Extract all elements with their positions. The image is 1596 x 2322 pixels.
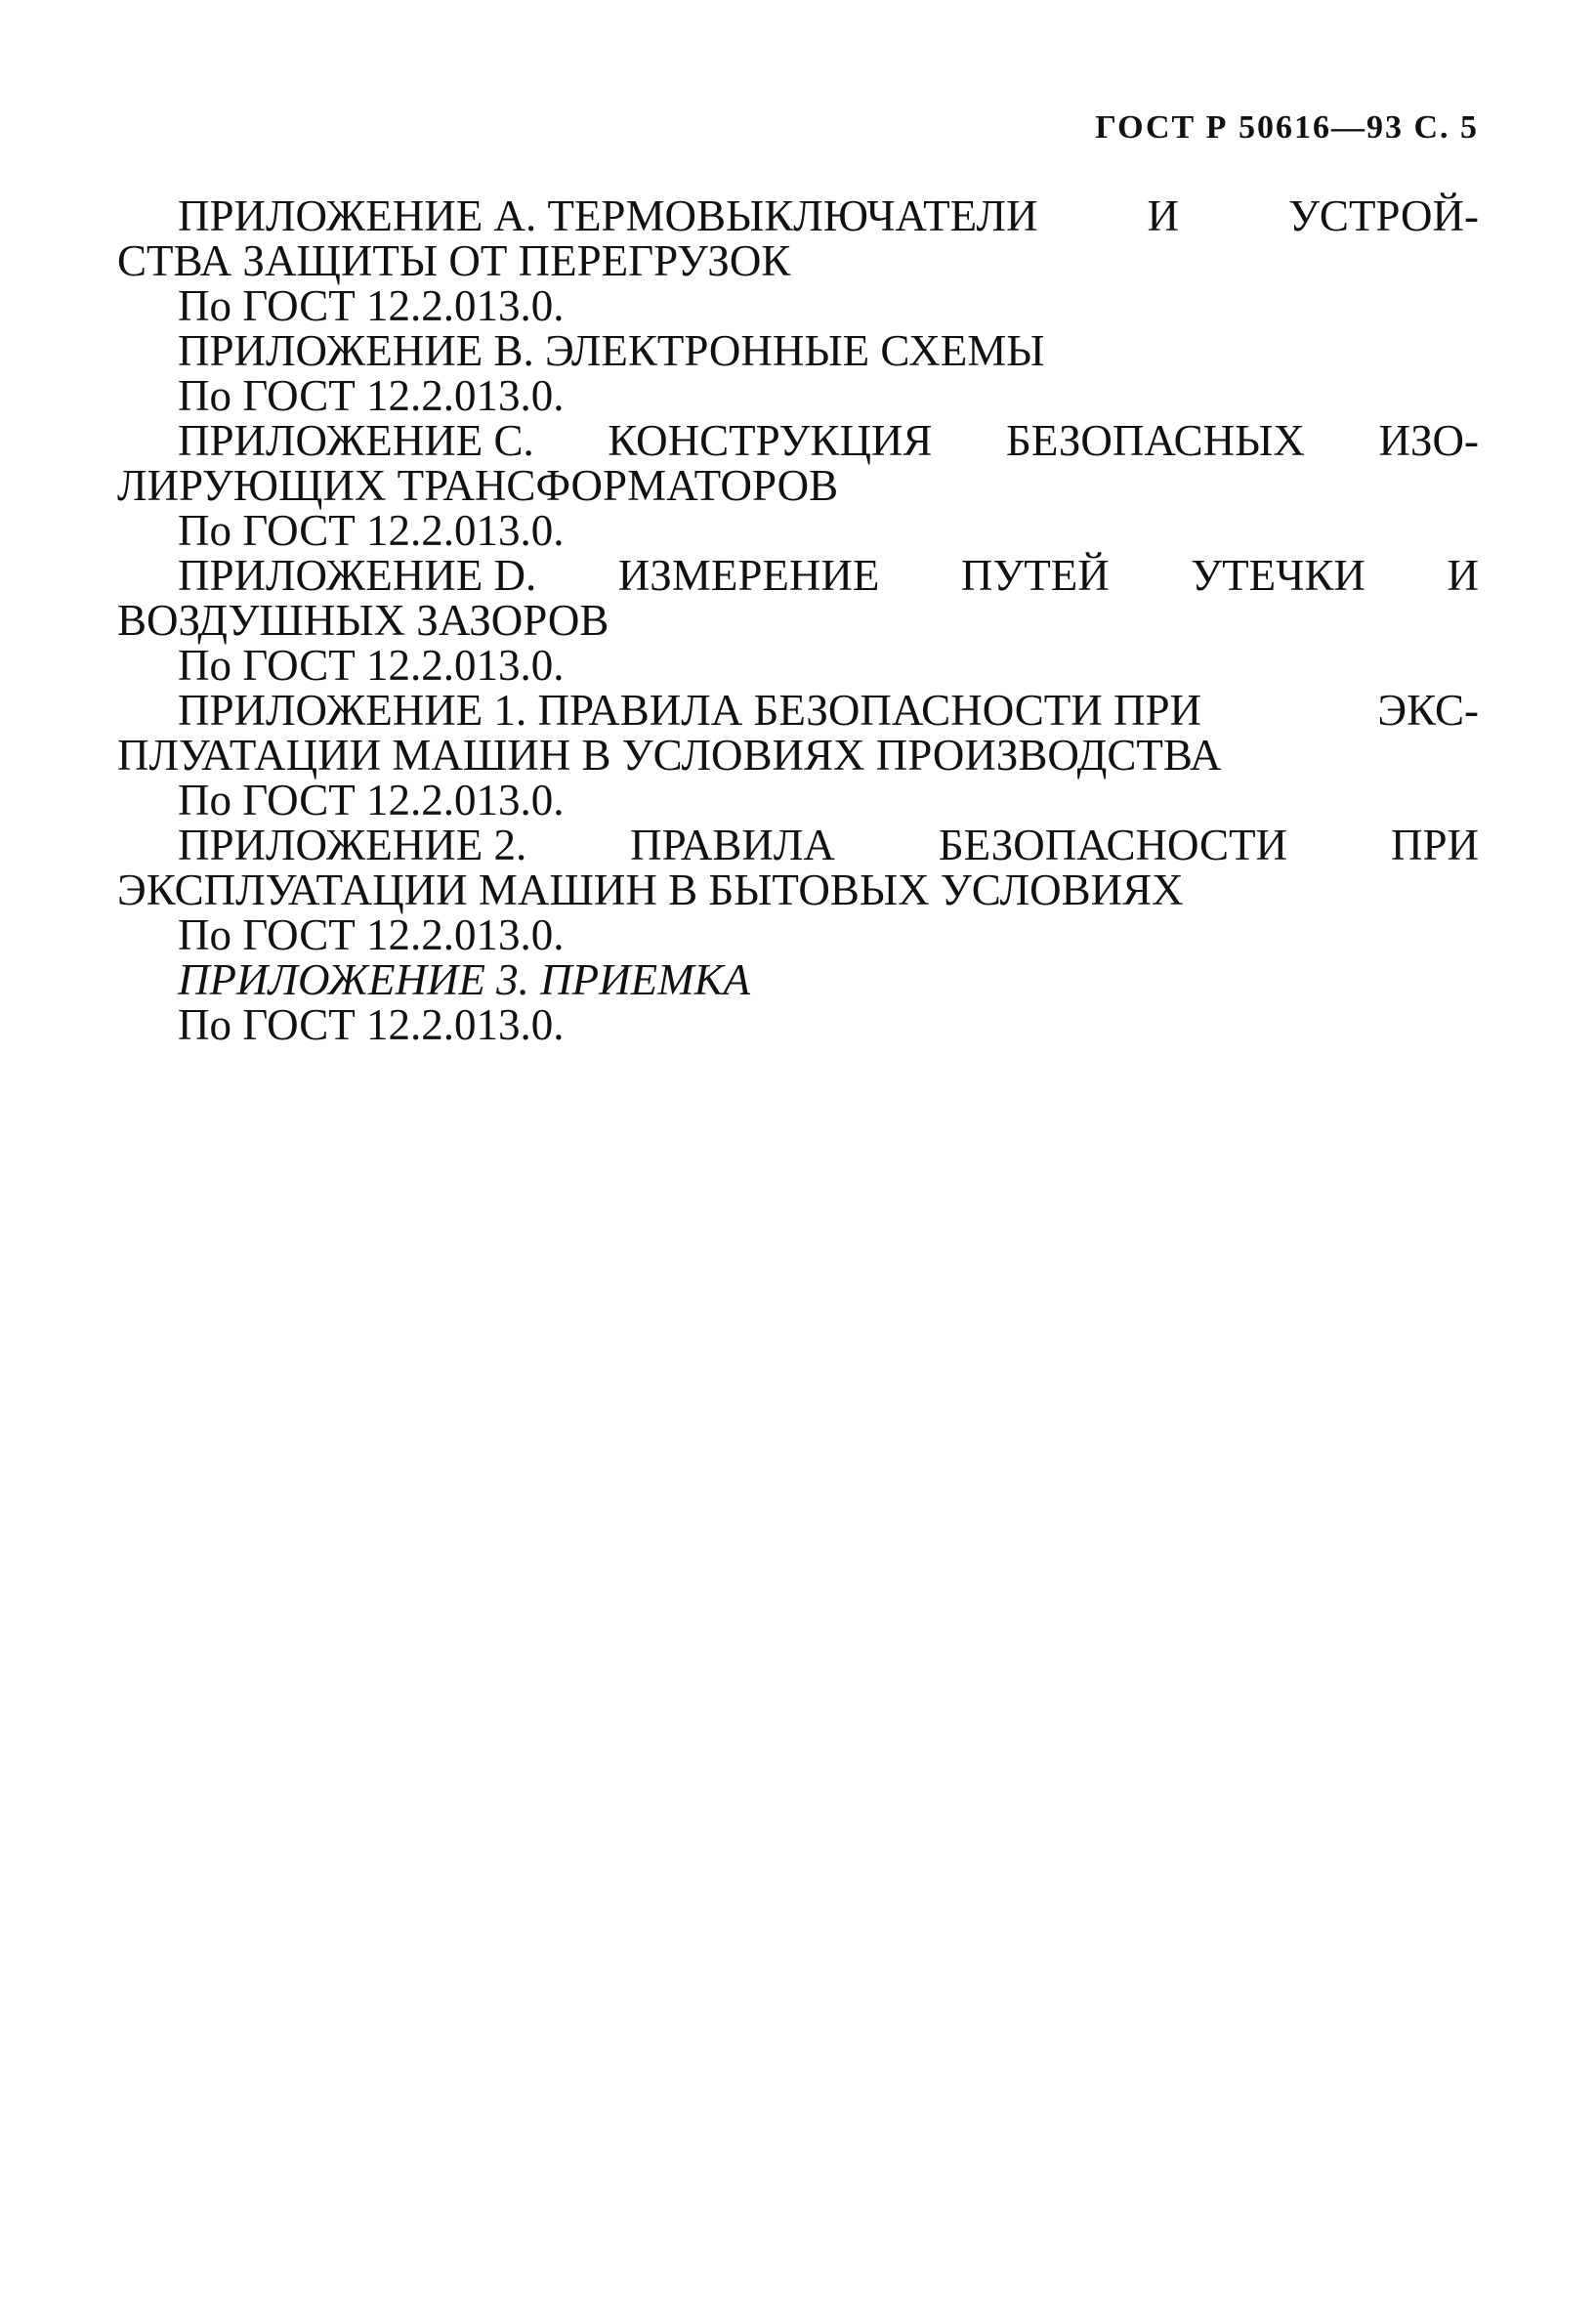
appendix-1-word: ПРИЛОЖЕНИЕ 1. ПРАВИЛА БЕЗОПАСНОСТИ ПРИ	[178, 686, 1202, 735]
appendix-d-word: ИЗМЕРЕНИЕ	[617, 551, 880, 600]
appendix-c-word: ПРИЛОЖЕНИЕ С.	[178, 416, 534, 465]
appendix-1-title-line2: ПЛУАТАЦИИ МАШИН В УСЛОВИЯХ ПРОИЗВОДСТВА	[117, 731, 1222, 780]
appendix-2-reference: По ГОСТ 12.2.013.0.	[178, 910, 565, 959]
appendix-d-title-line1	[117, 553, 1479, 598]
appendix-d-title-line2: ВОЗДУШНЫХ ЗАЗОРОВ	[117, 596, 609, 645]
appendix-2-word: ПРИЛОЖЕНИЕ 2.	[178, 821, 527, 869]
appendix-c-word: КОНСТРУКЦИЯ	[608, 416, 933, 465]
appendix-2-word: ПРАВИЛА	[630, 821, 835, 869]
appendix-a-word: УСТРОЙ-	[1288, 191, 1479, 240]
appendix-1-word: ЭКС-	[1377, 686, 1479, 735]
appendix-3-title: ПРИЛОЖЕНИЕ 3. ПРИЕМКА	[178, 955, 751, 1004]
appendix-d-word: УТЕЧКИ	[1191, 551, 1365, 600]
appendix-a-title-line1	[117, 193, 1479, 238]
appendix-2-title-line2: ЭКСПЛУАТАЦИИ МАШИН В БЫТОВЫХ УСЛОВИЯХ	[117, 865, 1184, 914]
appendix-2-title-line1	[117, 823, 1479, 867]
appendix-d-word: ПУТЕЙ	[960, 551, 1110, 600]
appendix-2-word: БЕЗОПАСНОСТИ	[938, 821, 1288, 869]
appendix-c-title-line1	[117, 418, 1479, 463]
appendix-1-title-line1	[117, 688, 1479, 733]
appendix-c-reference: По ГОСТ 12.2.013.0.	[178, 506, 565, 555]
appendix-d-word: И	[1447, 551, 1479, 600]
appendix-a-reference: По ГОСТ 12.2.013.0.	[178, 281, 565, 330]
appendix-3-reference: По ГОСТ 12.2.013.0.	[178, 1000, 565, 1049]
appendix-d-word: ПРИЛОЖЕНИЕ D.	[178, 551, 537, 600]
appendix-list	[117, 193, 1479, 1047]
appendix-c-word: БЕЗОПАСНЫХ	[1005, 416, 1305, 465]
appendix-2-word: ПРИ	[1390, 821, 1479, 869]
appendix-c-word: ИЗО-	[1378, 416, 1479, 465]
appendix-a-word: ПРИЛОЖЕНИЕ А. ТЕРМОВЫКЛЮЧАТЕЛИ	[178, 191, 1038, 240]
appendix-a-title-line2: СТВА ЗАЩИТЫ ОТ ПЕРЕГРУЗОК	[117, 236, 791, 285]
appendix-1-reference: По ГОСТ 12.2.013.0.	[178, 776, 565, 824]
appendix-b-reference: По ГОСТ 12.2.013.0.	[178, 371, 565, 420]
appendix-a-word: И	[1147, 191, 1180, 240]
appendix-d-reference: По ГОСТ 12.2.013.0.	[178, 641, 565, 690]
appendix-c-title-line2: ЛИРУЮЩИХ ТРАНСФОРМАТОРОВ	[117, 461, 839, 510]
page-header: ГОСТ Р 50616—93 С. 5	[1095, 109, 1479, 146]
appendix-b-title: ПРИЛОЖЕНИЕ В. ЭЛЕКТРОННЫЕ СХЕМЫ	[178, 326, 1045, 375]
